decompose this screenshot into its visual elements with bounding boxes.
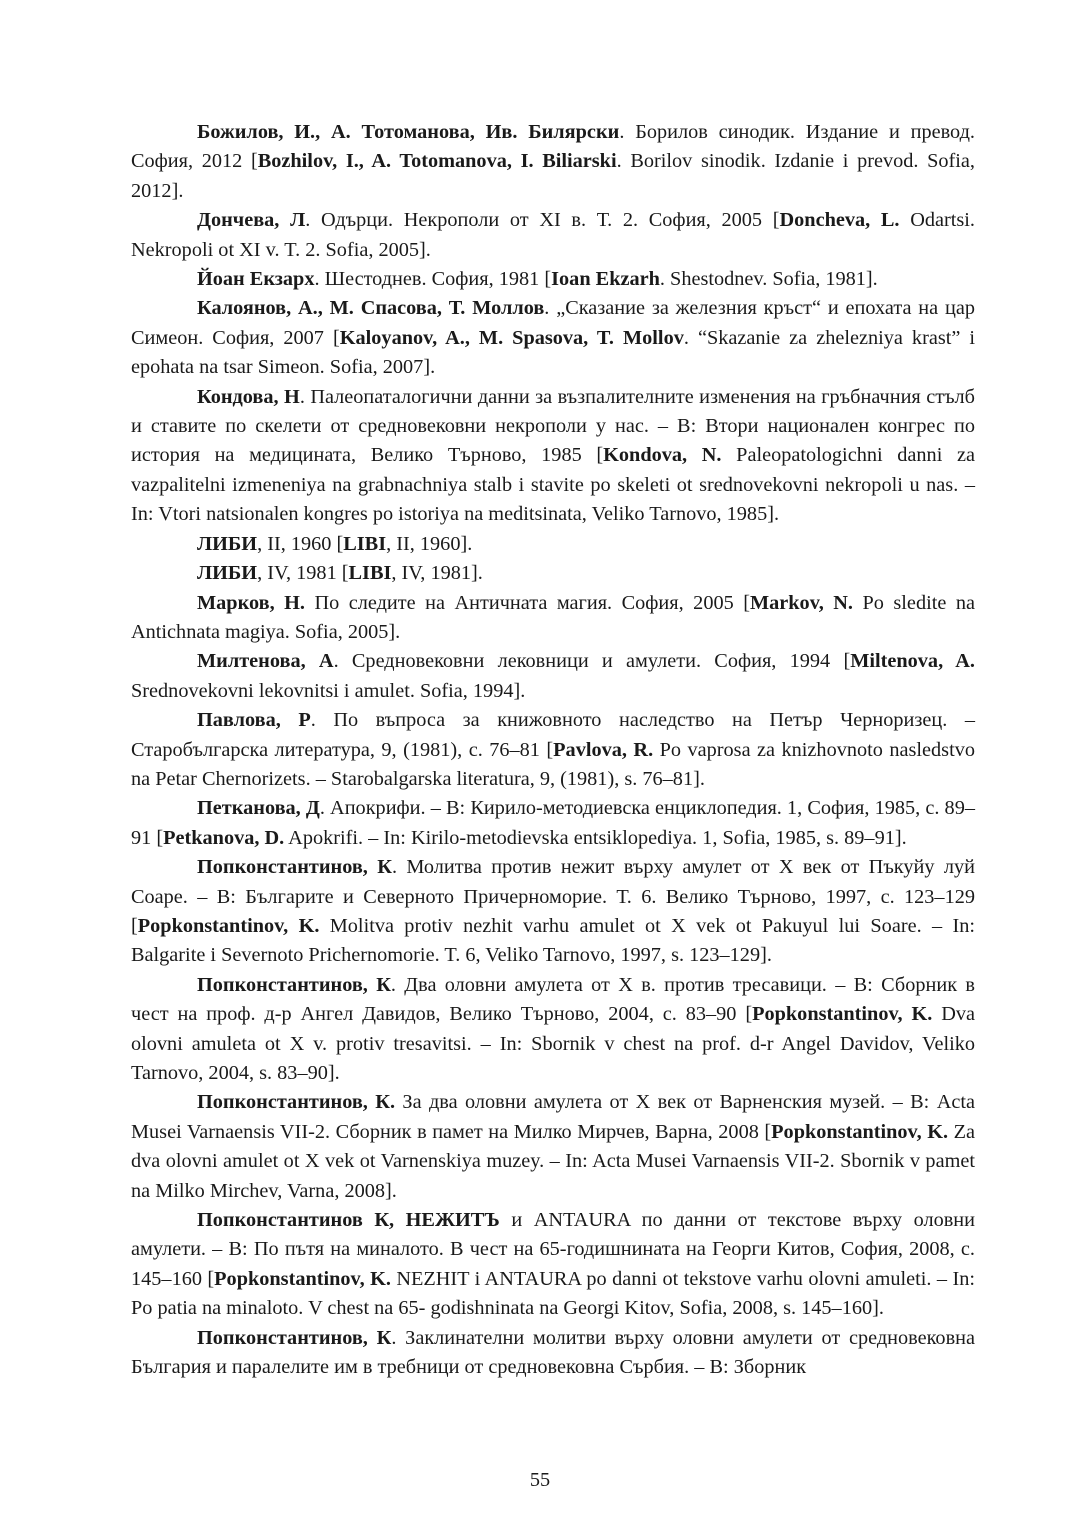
citation-transliterated: NEZHIT i ANTAURA po danni ot tekstove varhu olovni amuleti. – In: Po patia na minaloto. V chest na 65- godishninata na Georgi Kitov, Sofia, 2008, s. 145–160]. bbox=[131, 1267, 975, 1320]
author-transliterated: Pavlova, R. bbox=[553, 738, 654, 761]
author-cyrillic: Павлова, Р bbox=[197, 709, 311, 732]
author-cyrillic: Йоан Екзарх bbox=[197, 268, 315, 291]
author-cyrillic: Дончева, Л bbox=[197, 209, 306, 232]
author-transliterated: Markov, N. bbox=[749, 591, 853, 614]
bibliography-entry bbox=[131, 118, 975, 206]
citation-transliterated: Po sledite na Antichnata magiya. Sofia, 2005]. bbox=[131, 591, 975, 643]
author-transliterated: Popkonstantinov, K. bbox=[771, 1120, 949, 1143]
bibliography-entry bbox=[131, 294, 975, 382]
author-cyrillic: Божилов, И., А. Тотоманова, Ив. Билярски bbox=[197, 121, 620, 143]
bibliography-entry bbox=[131, 1088, 975, 1206]
citation-cyrillic: За два оловни амулета от Х век от Варненския музей. – В: Acta Musei Varnaensis VII-2. Сборник в памет на Милко Мирчев, Варна, 2008 [ bbox=[131, 1091, 975, 1143]
citation-cyrillic: , II, 1960 [ bbox=[257, 532, 344, 555]
author-transliterated: Popkonstantinov, K. bbox=[214, 1267, 391, 1290]
author-transliterated: Kaloyanov, A., M. Spasova, T. Mollov bbox=[339, 326, 684, 349]
citation-transliterated: Po vaprosa za knizhovnoto nasledstvo na Petar Chernorizets. – Starobalgarska literatura, 9, (1981), s. 76–81]. bbox=[131, 738, 975, 790]
author-transliterated: Bozhilov, I., A. Totomanova, I. Biliarski bbox=[257, 150, 617, 173]
author-cyrillic: Попконстантинов, К bbox=[197, 1326, 392, 1349]
citation-cyrillic: . Средновековни лековници и амулети. София, 1994 [ bbox=[333, 650, 851, 673]
author-cyrillic: Попконстантинов К, НЕЖИТЪ bbox=[197, 1209, 500, 1232]
author-transliterated: Popkonstantinov, K. bbox=[752, 1003, 933, 1026]
citation-transliterated: Odartsi. Nekropoli ot XI v. T. 2. Sofia, 2005]. bbox=[131, 209, 975, 261]
page-number: 55 bbox=[529, 1469, 551, 1491]
bibliography-entry bbox=[131, 647, 975, 706]
bibliography-entry bbox=[131, 589, 975, 648]
citation-cyrillic: . Заклинателни молитви върху оловни амулети от средновековна България и паралелите им в требници от средновековна Сърбия. – В: Зборник bbox=[131, 1326, 975, 1379]
citation-cyrillic: , IV, 1981 [ bbox=[257, 562, 349, 585]
bibliography-entry bbox=[131, 559, 975, 588]
citation-cyrillic: . Апокрифи. – В: Кирило-методиевска енциклопедия. 1, София, 1985, с. 89–91 [ bbox=[131, 797, 975, 849]
bibliography-entry bbox=[131, 1324, 975, 1383]
citation-cyrillic: . Молитва против нежит върху амулет от Х век от Пъкуйу луй Соаре. – В: Българите и Северното Причерноморие. Т. 6. Велико Търново, 1997, с. 123–129 [ bbox=[131, 856, 975, 937]
bibliography-entry bbox=[131, 1206, 975, 1324]
author-transliterated: LIBI bbox=[348, 562, 392, 585]
citation-cyrillic: и ANTAURA по данни от текстове върху оловни амулети. – В: По пътя на миналото. В чест на 65-годишнината на Георги Китов, София, 2008, с. 145–160 [ bbox=[131, 1209, 975, 1290]
citation-cyrillic: . Борилов синодик. Издание и превод. София, 2012 [ bbox=[131, 121, 975, 173]
citation-transliterated: . Borilov sinodik. Izdanie i prevod. Sofia, 2012]. bbox=[131, 150, 976, 202]
citation-cyrillic: По следите на Античната магия. София, 2005 [ bbox=[304, 591, 750, 614]
bibliography-list bbox=[131, 118, 975, 1382]
citation-cyrillic: . Одърци. Некрополи от XI в. Т. 2. София, 2005 [ bbox=[305, 209, 780, 232]
author-cyrillic: Попконстантинов, К. bbox=[197, 1091, 396, 1114]
bibliography-entry bbox=[131, 206, 975, 265]
author-transliterated: Ioan Ekzarh bbox=[551, 268, 660, 291]
author-transliterated: Kondova, N. bbox=[603, 444, 722, 467]
citation-transliterated: , IV, 1981]. bbox=[391, 562, 483, 585]
citation-transliterated: Paleopatologichni danni za vazpalitelni izmeneniya na grabnachniya stalb i stavite po skeleti ot srednovekovni nekropoli u nas. – In: Vtori natsionalen kongres po istoriya na meditsinata, Veliko Tarnovo, 1985]. bbox=[131, 444, 975, 526]
bibliography-entry bbox=[131, 383, 975, 530]
citation-transliterated: Za dva olovni amulet ot X vek ot Varnenskiya muzey. – In: Acta Musei Varnaensis VII-2. Sbornik v pamet na Milko Mirchev, Varna, 2008]. bbox=[131, 1120, 975, 1202]
author-transliterated: Doncheva, L. bbox=[779, 209, 900, 232]
citation-cyrillic: . Палеопаталогични данни за възпалителните изменения на гръбначния стълб и ставите по скелети от средновековни некрополи у нас. – В: Втори национален конгрес по история на медицината, Велико Търново, 1985 [ bbox=[131, 385, 975, 467]
bibliography-entry bbox=[131, 706, 975, 794]
citation-transliterated: Molitva protiv nezhit varhu amulet ot X vek ot Pakuyul lui Soare. – In: Balgarite i Severnoto Prichernomorie. T. 6, Veliko Tarnovo, 1997, s. 123–129]. bbox=[131, 914, 975, 967]
author-transliterated: Popkonstantinov, K. bbox=[137, 914, 320, 937]
author-cyrillic: Калоянов, А., М. Спасова, Т. Моллов bbox=[197, 297, 545, 320]
author-cyrillic: Марков, Н. bbox=[197, 591, 305, 614]
citation-transliterated: , II, 1960]. bbox=[386, 532, 473, 555]
bibliography-entry bbox=[131, 971, 975, 1089]
citation-transliterated: . “Skazanie za zhelezniya krast” i epohata na tsar Simeon. Sofia, 2007]. bbox=[131, 326, 976, 379]
citation-cyrillic: . Два оловни амулета от Х в. против тресавици. – В: Сборник в чест на проф. д-р Ангел Давидов, Велико Търново, 2004, с. 83–90 [ bbox=[131, 973, 975, 1026]
citation-transliterated: Apokrifi. – In: Kirilo-metodievska entsiklopediya. 1, Sofia, 1985, s. 89–91]. bbox=[284, 826, 907, 849]
citation-transliterated: Dva olovni amuleta ot X v. protiv tresavitsi. – In: Sbornik v chest na prof. d-r Angel Davidov, Veliko Tarnovo, 2004, s. 83–90]. bbox=[131, 1003, 975, 1084]
bibliography-entry bbox=[131, 265, 975, 294]
author-cyrillic: Попконстантинов, К bbox=[197, 856, 392, 879]
bibliography-entry bbox=[131, 530, 975, 559]
citation-cyrillic: . Шестоднев. София, 1981 [ bbox=[314, 268, 552, 291]
citation-transliterated: . Shestodnev. Sofia, 1981]. bbox=[659, 268, 878, 291]
bibliography-entry bbox=[131, 794, 975, 853]
author-transliterated: Miltenova, A. bbox=[850, 650, 976, 673]
author-cyrillic: ЛИБИ bbox=[197, 532, 258, 555]
author-cyrillic: ЛИБИ bbox=[197, 562, 258, 585]
author-cyrillic: Милтенова, А bbox=[197, 650, 334, 673]
author-transliterated: Petkanova, D. bbox=[163, 826, 285, 849]
citation-cyrillic: . По въпроса за книжовното наследство на Петър Черноризец. – Старобългарска литература, 9, (1981), с. 76–81 [ bbox=[131, 709, 975, 761]
author-transliterated: LIBI bbox=[343, 532, 387, 555]
citation-transliterated: Srednovekovni lekovnitsi i amulet. Sofia, 1994]. bbox=[131, 679, 526, 702]
author-cyrillic: Попконстантинов, К bbox=[197, 973, 391, 996]
citation-cyrillic: . „Сказание за железния кръст“ и епохата на цар Симеон. София, 2007 [ bbox=[131, 297, 975, 349]
bibliography-entry bbox=[131, 853, 975, 971]
author-cyrillic: Кондова, Н bbox=[197, 385, 300, 408]
author-cyrillic: Петканова, Д bbox=[197, 797, 320, 820]
